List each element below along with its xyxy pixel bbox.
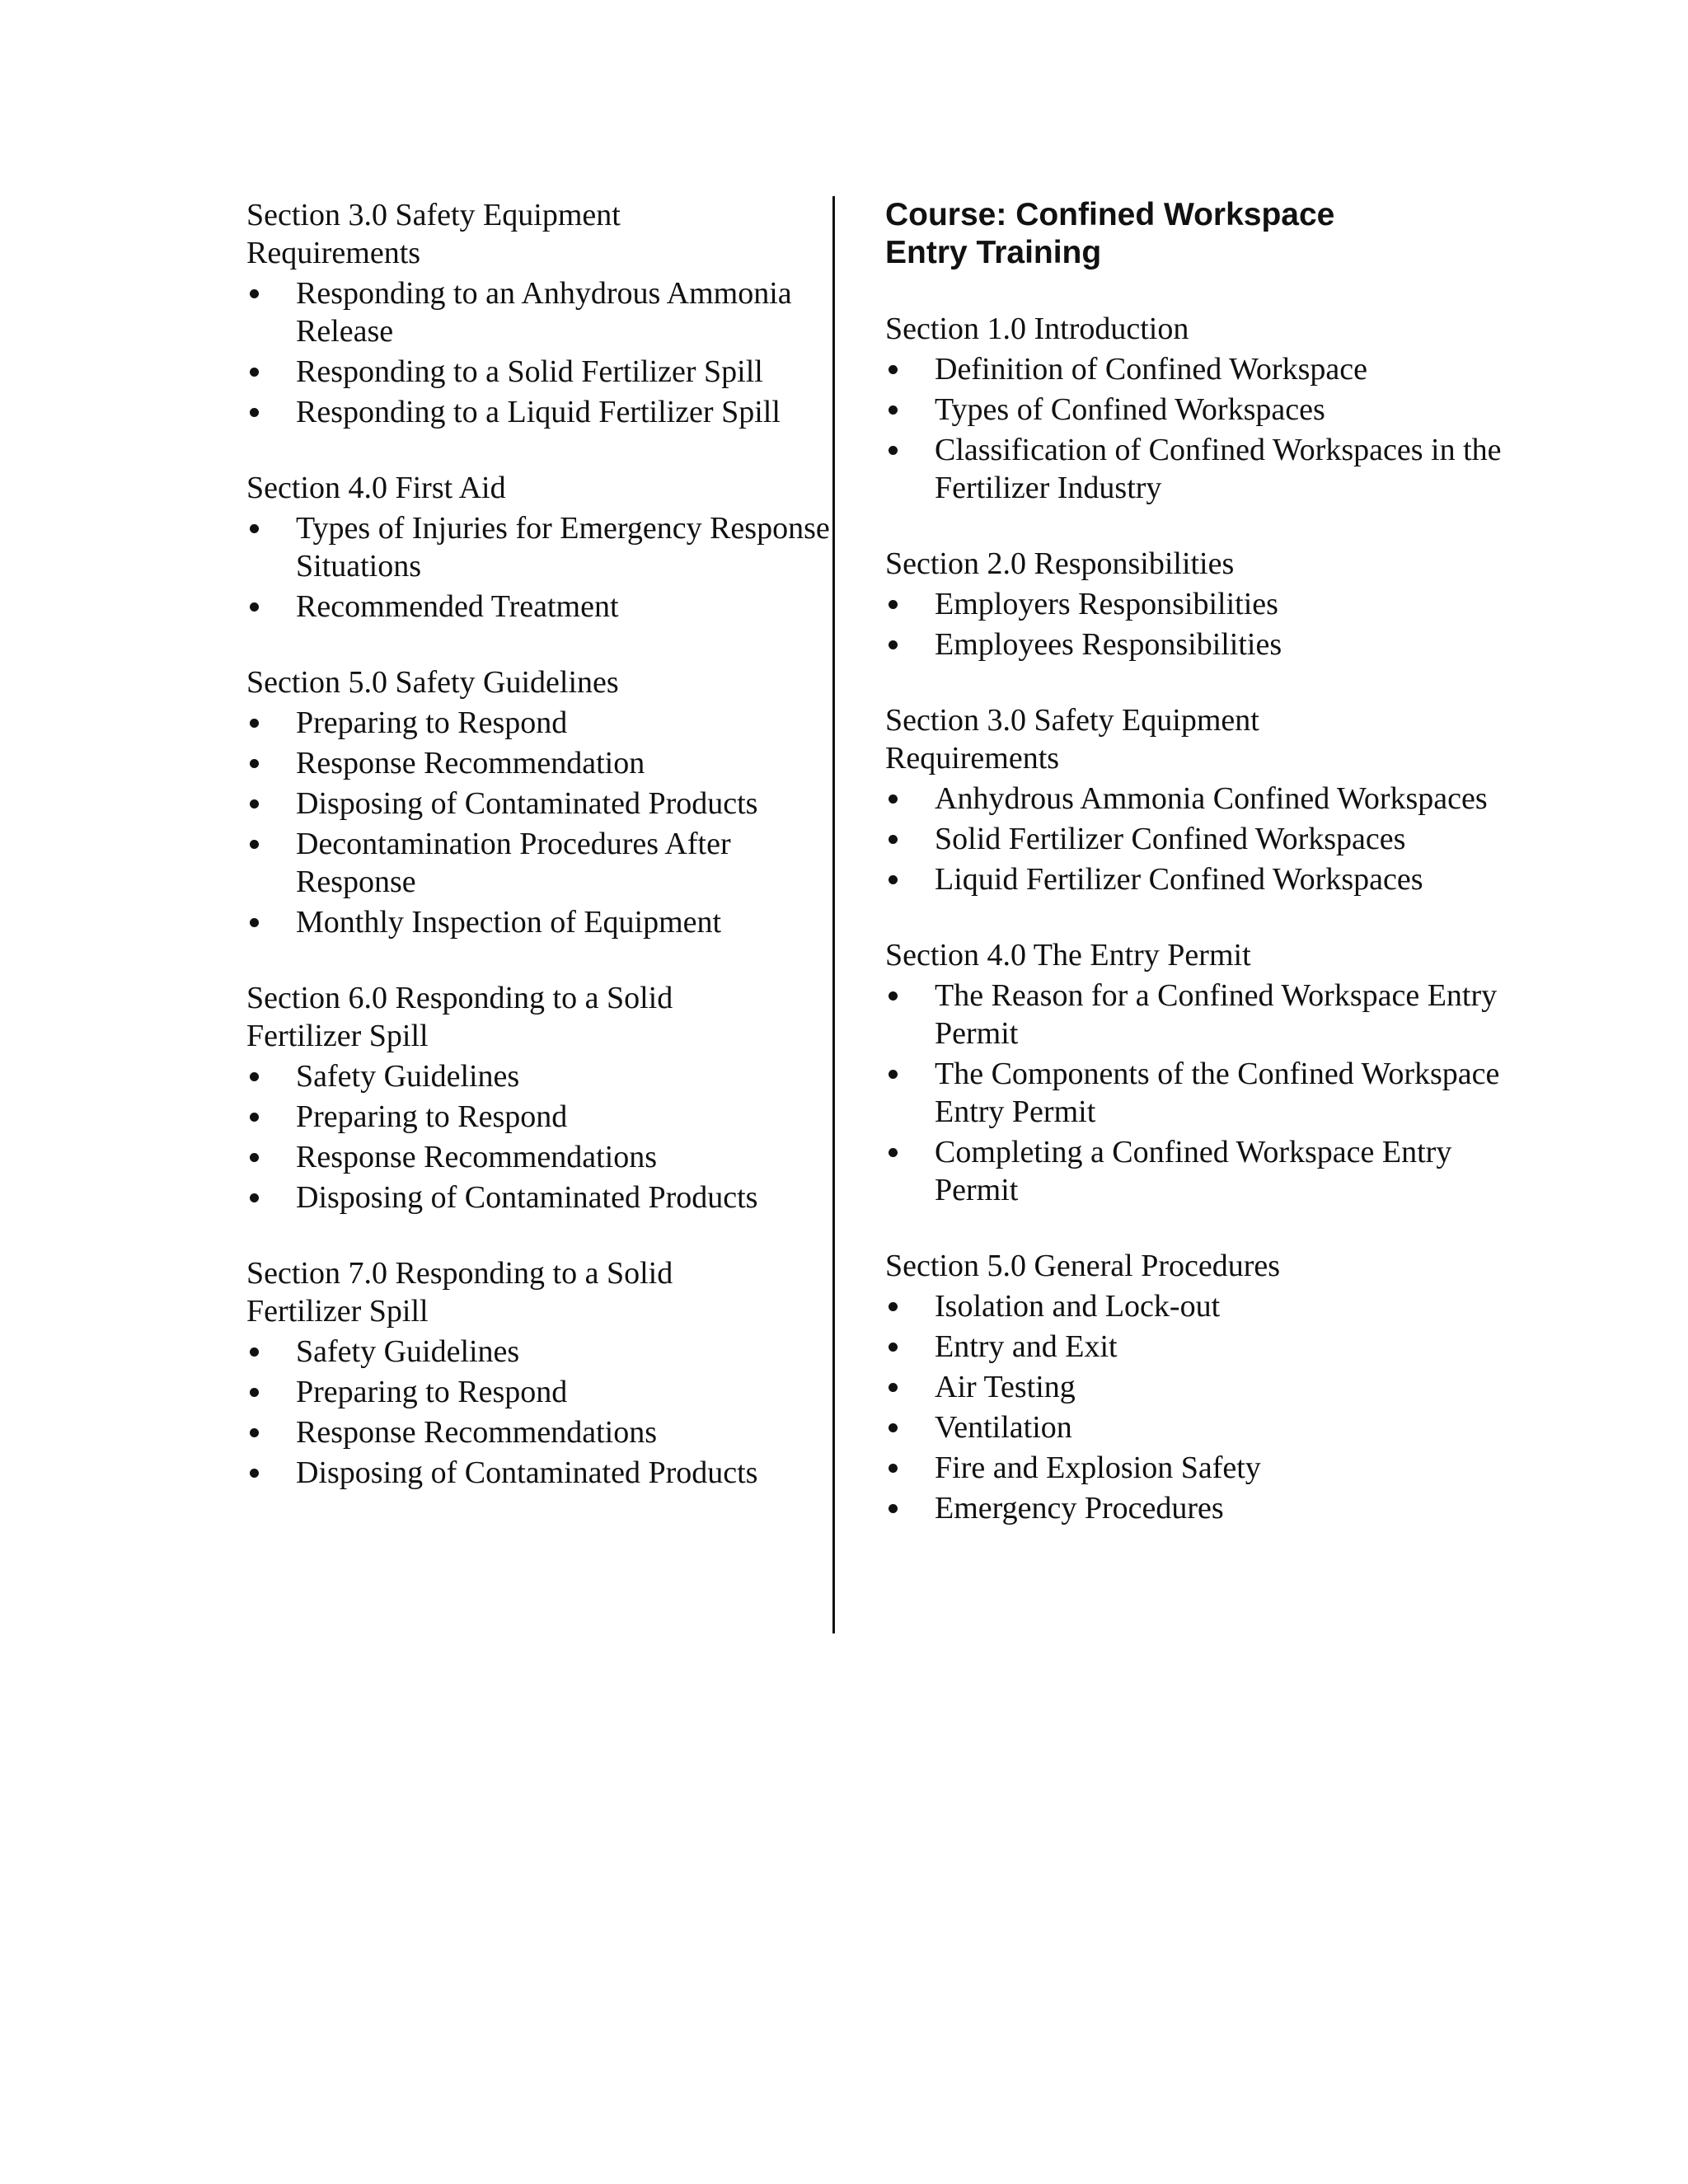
list-item bbox=[246, 903, 840, 941]
list-item-text: Definition of Confined Workspace bbox=[935, 352, 1367, 387]
list-item-text: Safety Guidelines bbox=[296, 1059, 520, 1094]
section-item-list bbox=[885, 585, 1462, 663]
bullet-icon bbox=[889, 446, 898, 455]
bullet-icon bbox=[889, 835, 898, 844]
section bbox=[885, 936, 1500, 1209]
bullet-icon bbox=[889, 405, 898, 415]
bullet-icon bbox=[250, 840, 259, 849]
list-item bbox=[885, 585, 1503, 623]
list-item bbox=[246, 1098, 840, 1136]
list-item-text: Preparing to Respond bbox=[296, 1375, 568, 1409]
list-item bbox=[885, 780, 1503, 818]
list-item bbox=[885, 1133, 1503, 1209]
list-item bbox=[885, 1449, 1503, 1487]
bullet-icon bbox=[250, 1469, 259, 1478]
list-item-text: Response Recommendation bbox=[296, 746, 645, 780]
list-item bbox=[246, 704, 840, 742]
list-item-text: Types of Confined Workspaces bbox=[935, 392, 1325, 427]
list-item-text: Preparing to Respond bbox=[296, 705, 568, 740]
section bbox=[246, 1254, 823, 1492]
bullet-icon bbox=[250, 289, 259, 298]
bullet-icon bbox=[250, 368, 259, 377]
list-item-text: Emergency Procedures bbox=[935, 1491, 1224, 1526]
section-title: Section 2.0 Responsibilities bbox=[885, 546, 1235, 581]
list-item-text: Response Recommendations bbox=[296, 1140, 657, 1174]
section bbox=[246, 196, 823, 431]
list-item-text: The Reason for a Confined Workspace Entry Permit bbox=[935, 978, 1498, 1051]
list-item bbox=[885, 1287, 1503, 1325]
bullet-icon bbox=[889, 794, 898, 804]
bullet-icon bbox=[889, 875, 898, 884]
section bbox=[885, 545, 1462, 663]
bullet-icon bbox=[889, 1302, 898, 1311]
bullet-icon bbox=[250, 799, 259, 808]
list-item-text: Preparing to Respond bbox=[296, 1099, 568, 1134]
list-item bbox=[246, 1138, 840, 1176]
list-item bbox=[246, 785, 840, 823]
right-column bbox=[885, 196, 1502, 1565]
bullet-icon bbox=[889, 1464, 898, 1473]
list-item-text: Response Recommendations bbox=[296, 1415, 657, 1450]
section-title: Section 7.0 Responding to a Solid Fertilizer Spill bbox=[246, 1256, 673, 1329]
section-title: Section 5.0 General Procedures bbox=[885, 1249, 1281, 1283]
left-column bbox=[246, 196, 830, 1530]
section-title: Section 3.0 Safety Equipment Requirements bbox=[246, 198, 621, 270]
list-item bbox=[246, 509, 840, 585]
list-item bbox=[246, 274, 840, 350]
list-item bbox=[246, 1373, 840, 1411]
list-item bbox=[885, 1489, 1503, 1527]
list-item-text: Isolation and Lock-out bbox=[935, 1289, 1221, 1324]
bullet-icon bbox=[250, 719, 259, 728]
section-title: Section 5.0 Safety Guidelines bbox=[246, 665, 619, 700]
bullet-icon bbox=[889, 991, 898, 1001]
section bbox=[246, 663, 823, 941]
section-item-list bbox=[246, 704, 823, 941]
list-item-text: Disposing of Contaminated Products bbox=[296, 1455, 758, 1490]
section-item-list bbox=[885, 780, 1488, 898]
list-item-text: Classification of Confined Workspaces in the Fertilizer Industry bbox=[935, 433, 1502, 505]
bullet-icon bbox=[250, 524, 259, 533]
list-item-text: Types of Injuries for Emergency Response Situations bbox=[296, 511, 830, 583]
bullet-icon bbox=[889, 1423, 898, 1432]
list-item bbox=[246, 1454, 840, 1492]
list-item bbox=[246, 1413, 840, 1451]
bullet-icon bbox=[250, 1347, 259, 1357]
bullet-icon bbox=[250, 918, 259, 927]
list-item-text: Decontamination Procedures After Response bbox=[296, 827, 731, 899]
list-item-text: Employers Responsibilities bbox=[935, 587, 1278, 621]
bullet-icon bbox=[250, 759, 259, 768]
section-item-list bbox=[246, 1057, 823, 1216]
list-item bbox=[885, 820, 1503, 858]
bullet-icon bbox=[250, 1388, 259, 1397]
list-item bbox=[246, 588, 840, 626]
list-item-text: The Components of the Confined Workspace Entry Permit bbox=[935, 1057, 1500, 1129]
section-title: Section 1.0 Introduction bbox=[885, 312, 1189, 346]
course-title: Course: Confined Workspace Entry Training bbox=[885, 197, 1335, 270]
list-item bbox=[885, 1055, 1503, 1131]
list-item bbox=[885, 1368, 1503, 1406]
list-item-text: Anhydrous Ammonia Confined Workspaces bbox=[935, 781, 1488, 816]
list-item bbox=[246, 744, 840, 782]
bullet-icon bbox=[250, 1113, 259, 1122]
list-item bbox=[246, 393, 840, 431]
list-item-text: Disposing of Contaminated Products bbox=[296, 786, 758, 821]
bullet-icon bbox=[889, 1504, 898, 1513]
list-item bbox=[246, 825, 840, 901]
section-item-list bbox=[885, 1287, 1462, 1527]
list-item bbox=[885, 391, 1503, 429]
list-item-text: Ventilation bbox=[935, 1410, 1072, 1445]
list-item bbox=[885, 977, 1503, 1052]
list-item-text: Responding to a Solid Fertilizer Spill bbox=[296, 354, 763, 389]
bullet-icon bbox=[889, 1148, 898, 1157]
list-item-text: Recommended Treatment bbox=[296, 589, 619, 624]
bullet-icon bbox=[250, 1072, 259, 1081]
section bbox=[246, 979, 823, 1216]
list-item-text: Entry and Exit bbox=[935, 1329, 1118, 1364]
list-item bbox=[246, 1333, 840, 1371]
section bbox=[885, 1247, 1462, 1527]
bullet-icon bbox=[250, 1428, 259, 1437]
list-item bbox=[246, 1179, 840, 1216]
list-item bbox=[885, 860, 1503, 898]
list-item bbox=[246, 353, 840, 391]
list-item-text: Safety Guidelines bbox=[296, 1334, 520, 1369]
section-title: Section 6.0 Responding to a Solid Fertilizer Spill bbox=[246, 981, 673, 1053]
list-item bbox=[885, 350, 1503, 388]
list-item-text: Monthly Inspection of Equipment bbox=[296, 905, 722, 940]
bullet-icon bbox=[250, 1153, 259, 1162]
section-title: Section 4.0 First Aid bbox=[246, 471, 506, 505]
list-item bbox=[885, 1408, 1503, 1446]
bullet-icon bbox=[889, 600, 898, 609]
bullet-icon bbox=[889, 1383, 898, 1392]
bullet-icon bbox=[250, 602, 259, 612]
list-item-text: Responding to a Liquid Fertilizer Spill bbox=[296, 395, 781, 429]
bullet-icon bbox=[889, 1343, 898, 1352]
section-item-list bbox=[246, 274, 823, 431]
section-item-list bbox=[246, 509, 830, 626]
section-title: Section 3.0 Safety Equipment Requirements bbox=[885, 703, 1259, 776]
list-item bbox=[885, 431, 1503, 507]
section-item-list bbox=[885, 977, 1500, 1209]
list-item-text: Fire and Explosion Safety bbox=[935, 1451, 1261, 1485]
list-item-text: Solid Fertilizer Confined Workspaces bbox=[935, 822, 1406, 856]
list-item-text: Employees Responsibilities bbox=[935, 627, 1282, 662]
bullet-icon bbox=[889, 365, 898, 374]
column-divider bbox=[832, 196, 835, 1633]
section bbox=[885, 310, 1502, 507]
section bbox=[885, 701, 1488, 898]
list-item bbox=[246, 1057, 840, 1095]
list-item bbox=[885, 626, 1503, 663]
bullet-icon bbox=[250, 1193, 259, 1202]
list-item-text: Completing a Confined Workspace Entry Permit bbox=[935, 1135, 1452, 1207]
section-title: Section 4.0 The Entry Permit bbox=[885, 938, 1251, 972]
bullet-icon bbox=[889, 1070, 898, 1079]
bullet-icon bbox=[250, 408, 259, 417]
list-item-text: Air Testing bbox=[935, 1370, 1076, 1404]
section bbox=[246, 469, 830, 626]
list-item bbox=[885, 1328, 1503, 1366]
section-item-list bbox=[885, 350, 1502, 507]
section-item-list bbox=[246, 1333, 823, 1492]
list-item-text: Disposing of Contaminated Products bbox=[296, 1180, 758, 1215]
list-item-text: Responding to an Anhydrous Ammonia Release bbox=[296, 276, 792, 349]
list-item-text: Liquid Fertilizer Confined Workspaces bbox=[935, 862, 1423, 897]
bullet-icon bbox=[889, 640, 898, 649]
